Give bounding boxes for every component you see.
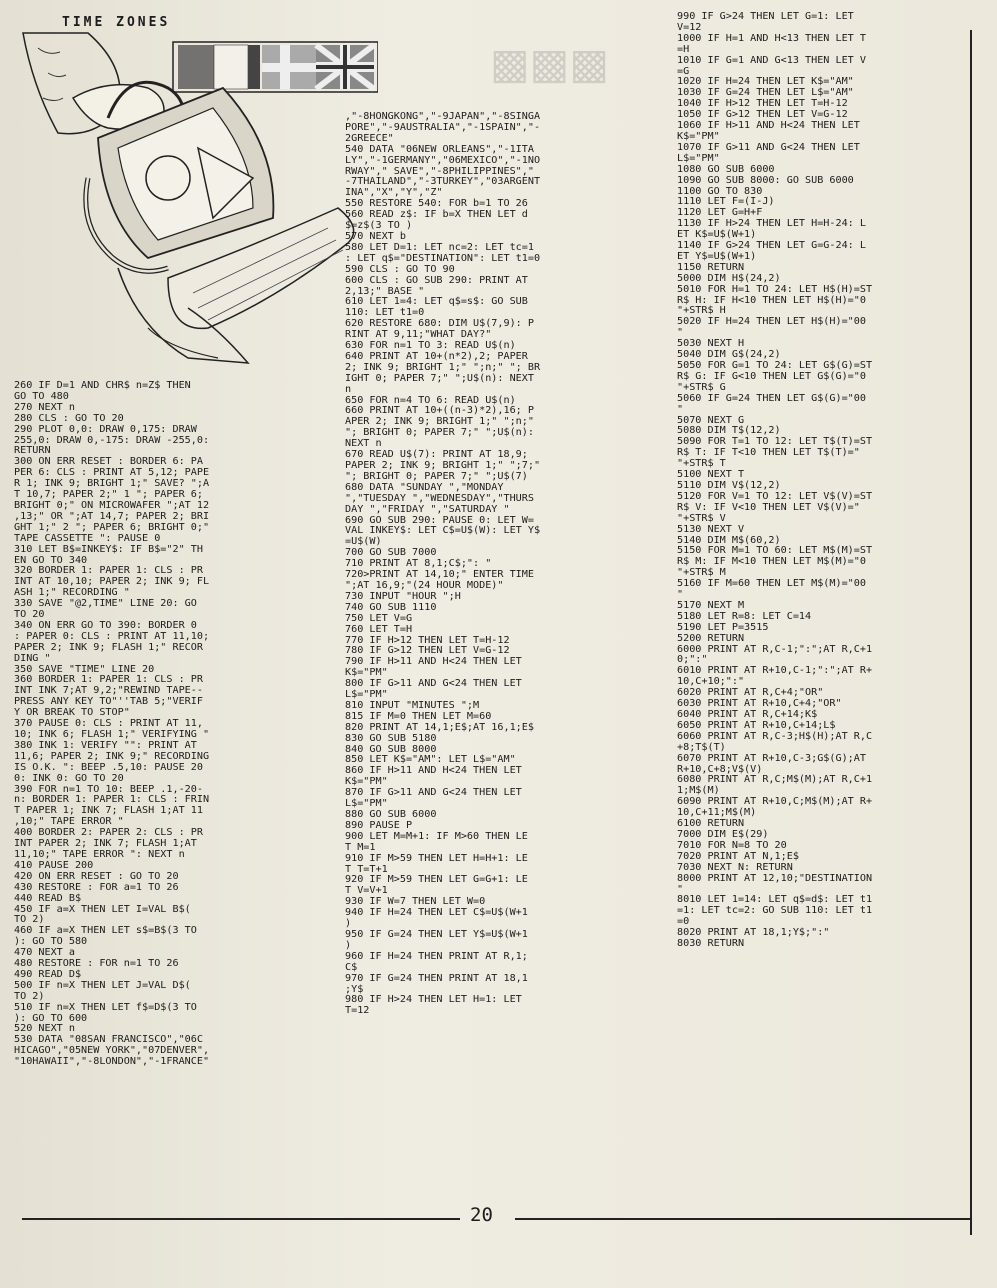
code-line: 1030 IF G=24 THEN LET L$="AM" <box>677 87 854 99</box>
code-line: 5170 NEXT M <box>677 599 745 611</box>
code-line: "+STR$ T <box>677 458 726 470</box>
right-border-rule <box>970 30 972 1235</box>
code-line: 410 PAUSE 200 <box>14 859 94 871</box>
code-line: TAPE CASSETTE ": PAUSE 0 <box>14 532 161 544</box>
code-line: 720>PRINT AT 14,10;" ENTER TIME <box>345 569 534 581</box>
code-line: 6060 PRINT AT R,C-3;H$(H);AT R,C <box>677 730 873 742</box>
code-line: 940 IF H=24 THEN LET C$=U$(W+1 <box>345 907 528 919</box>
code-line: 1140 IF G>24 THEN LET G=G-24: L <box>677 240 866 252</box>
code-line: 550 RESTORE 540: FOR b=1 TO 26 <box>345 198 528 210</box>
code-line: IS O.K. ": BEEP .5,10: PAUSE 20 <box>14 761 203 773</box>
code-line: IGHT 0; PAPER 7;" ";U$(n): NEXT <box>345 372 534 384</box>
footer-rule-right <box>515 1218 972 1220</box>
code-line: "+STR$ H <box>677 305 726 317</box>
code-line: R$ T: IF T<10 THEN LET T$(T)=" <box>677 447 860 459</box>
code-line: 440 READ B$ <box>14 892 82 904</box>
code-line: 900 LET M=M+1: IF M>60 THEN LE <box>345 830 528 842</box>
code-line: ) <box>345 939 352 951</box>
code-line: 340 ON ERR GO TO 390: BORDER 0 <box>14 619 197 631</box>
code-line: BRIGHT 0;" ON MICROWAFER ";AT 12 <box>14 499 210 511</box>
code-line: 5180 LET R=8: LET C=14 <box>677 610 812 622</box>
code-line: 1050 IF G>12 THEN LET V=G-12 <box>677 109 848 121</box>
code-line: K$="PM" <box>677 130 720 142</box>
code-line: T=12 <box>345 1005 370 1017</box>
code-line: 7030 NEXT N: RETURN <box>677 861 793 873</box>
code-line: 430 RESTORE : FOR a=1 TO 26 <box>14 881 179 893</box>
code-line: 800 IF G>11 AND G<24 THEN LET <box>345 678 522 690</box>
bleed-through-ghost <box>370 28 670 118</box>
page-heading: TIME ZONES <box>62 15 171 30</box>
code-line: " <box>677 327 684 339</box>
code-line: ,"-8HONGKONG","-9JAPAN","-8SINGA <box>345 111 541 122</box>
code-line: 810 INPUT "MINUTES ";M <box>345 699 480 711</box>
code-line: : LET q$="DESTINATION": LET t1=0 <box>345 252 541 264</box>
code-line: 1040 IF H>12 THEN LET T=H-12 <box>677 98 848 110</box>
code-line: 930 IF W=7 THEN LET W=0 <box>345 896 486 908</box>
code-line: 11,6; PAPER 2; INK 9;" RECORDING <box>14 750 210 762</box>
code-line: ,13;" OR ";AT 14,7; PAPER 2; BRI <box>14 510 210 522</box>
code-line: " <box>677 403 684 415</box>
code-line: T V=V+1 <box>345 885 388 897</box>
code-line: VAL INKEY$: LET C$=U$(W): LET Y$ <box>345 525 541 537</box>
code-line: 6090 PRINT AT R+10,C;M$(M);AT R+ <box>677 796 873 808</box>
code-line: 1060 IF H>11 AND H<24 THEN LET <box>677 120 860 132</box>
code-line: 5130 NEXT V <box>677 523 745 535</box>
code-line: 5140 DIM M$(60,2) <box>677 534 781 546</box>
code-line: R$ G: IF G<10 THEN LET G$(G)="0 <box>677 370 866 382</box>
code-line: GHT 1;" 2 "; PAPER 6; BRIGHT 0;" <box>14 521 210 533</box>
code-line: 540 DATA "06NEW ORLEANS","-1ITA <box>345 143 534 155</box>
code-line: 320 BORDER 1: PAPER 1: CLS : PR <box>14 565 203 577</box>
code-line: 630 FOR n=1 TO 3: READ U$(n) <box>345 340 516 352</box>
code-line: L$="PM" <box>345 798 388 810</box>
code-line: ET K$=U$(W+1) <box>677 229 757 241</box>
code-line: 650 FOR n=4 TO 6: READ U$(n) <box>345 394 516 406</box>
code-line: 610 LET 1=4: LET q$=s$: GO SUB <box>345 296 528 308</box>
code-line: R 1; INK 9; BRIGHT 1;" SAVE? ";A <box>14 478 210 490</box>
code-line: 8030 RETURN <box>677 938 745 950</box>
code-line: 760 LET T=H <box>345 623 413 635</box>
code-line: TO 2) <box>14 914 45 926</box>
code-line: 970 IF G=24 THEN PRINT AT 18,1 <box>345 972 528 984</box>
listing-column-2 <box>345 112 675 1017</box>
code-line: HICAGO","05NEW YORK","07DENVER", <box>14 1045 210 1057</box>
code-line: 5020 IF H=24 THEN LET H$(H)="00 <box>677 316 866 328</box>
code-line: 460 IF a=X THEN LET s$=B$(3 TO <box>14 925 197 937</box>
code-line: 5150 FOR M=1 TO 60: LET M$(M)=ST <box>677 545 873 557</box>
code-line: 520 NEXT n <box>14 1023 75 1035</box>
code-line: 700 GO SUB 7000 <box>345 547 437 559</box>
code-line: RWAY"," SAVE","-8PHILIPPINES"," <box>345 165 534 177</box>
code-line: R+10,C+8;V$(V) <box>677 763 763 775</box>
code-line: =U$(W) <box>345 536 382 548</box>
code-line: 6050 PRINT AT R+10,C+14;L$ <box>677 719 836 731</box>
code-line: K$="PM" <box>345 667 388 679</box>
code-line: 850 LET K$="AM": LET L$="AM" <box>345 754 516 766</box>
listing-column-3 <box>677 12 977 950</box>
code-line: 290 PLOT 0,0: DRAW 0,175: DRAW <box>14 423 197 435</box>
code-line: 890 PAUSE P <box>345 819 413 831</box>
code-line: ,10;" TAPE ERROR " <box>14 816 124 828</box>
code-line: 770 IF H>12 THEN LET T=H-12 <box>345 634 510 646</box>
code-line: " <box>677 589 684 601</box>
code-line: GO TO 480 <box>14 390 69 402</box>
svg-text:▩▩▩: ▩▩▩ <box>490 39 610 88</box>
code-line: 0: INK 0: GO TO 20 <box>14 772 124 784</box>
code-line: L$="PM" <box>677 152 720 164</box>
code-line: PRESS ANY KEY TO"''TAB 5;"VERIF <box>14 696 203 708</box>
code-line: 390 FOR n=1 TO 10: BEEP .1,-20- <box>14 783 203 795</box>
code-line: V=12 <box>677 21 702 33</box>
code-line: ) <box>345 918 352 930</box>
code-line: 950 IF G=24 THEN LET Y$=U$(W+1 <box>345 928 528 940</box>
code-line: TO 2) <box>14 990 45 1002</box>
code-line: 5110 DIM V$(12,2) <box>677 479 781 491</box>
code-line: $=z$(3 TO ) <box>345 220 413 232</box>
code-line: 570 NEXT b <box>345 230 406 242</box>
code-line: 5060 IF G=24 THEN LET G$(G)="00 <box>677 392 866 404</box>
code-line: 1080 GO SUB 6000 <box>677 163 775 175</box>
code-line: "10HAWAII","-8LONDON","-1FRANCE" <box>14 1056 210 1068</box>
code-line: 1150 RETURN <box>677 261 745 273</box>
page-number: 20 <box>470 1204 493 1226</box>
code-line: 255,0: DRAW 0,-175: DRAW -255,0: <box>14 434 210 446</box>
code-line: 10; INK 6; FLASH 1;" VERIFYING " <box>14 729 210 740</box>
code-line: R$ H: IF H<10 THEN LET H$(H)="0 <box>677 294 866 306</box>
code-line: 330 SAVE "@2,TIME" LINE 20: GO <box>14 598 197 610</box>
code-line: 370 PAUSE 0: CLS : PRINT AT 11, <box>14 718 203 730</box>
code-line: =0 <box>677 916 690 928</box>
code-line: ): GO TO 600 <box>14 1012 88 1024</box>
code-line: "; BRIGHT 0; PAPER 7;" ";U$(n): <box>345 427 534 439</box>
code-line: =1: LET tc=2: GO SUB 110: LET t1 <box>677 905 873 917</box>
code-line: 500 IF n=X THEN LET J=VAL D$( <box>14 979 191 991</box>
code-line: +8;T$(T) <box>677 741 726 753</box>
code-line: "+STR$ G <box>677 381 726 393</box>
code-line: 270 NEXT n <box>14 401 75 413</box>
code-line: 470 NEXT a <box>14 947 75 959</box>
code-line: 5030 NEXT H <box>677 338 745 350</box>
code-line: 6070 PRINT AT R+10,C-3;G$(G);AT <box>677 752 866 764</box>
flags-strip <box>173 42 378 92</box>
code-line: 300 ON ERR RESET : BORDER 6: PA <box>14 456 203 468</box>
code-line: 8020 PRINT AT 18,1;Y$;":" <box>677 927 830 939</box>
code-line: " <box>677 883 684 895</box>
code-line: 5050 FOR G=1 TO 24: LET G$(G)=ST <box>677 360 873 371</box>
code-line: R$ M: IF M<10 THEN LET M$(M)="0 <box>677 556 866 568</box>
code-line: 6020 PRINT AT R,C+4;"OR" <box>677 687 824 699</box>
code-line: RINT AT 9,11;"WHAT DAY?" <box>345 329 492 341</box>
code-line: 2; INK 9; BRIGHT 1;" ";n;" "; BR <box>345 361 541 373</box>
code-line: ): GO TO 580 <box>14 936 88 948</box>
code-line: 5100 NEXT T <box>677 469 745 481</box>
code-line: 880 GO SUB 6000 <box>345 809 437 820</box>
code-line: 920 IF M>59 THEN LET G=G+1: LE <box>345 874 528 886</box>
code-line: 790 IF H>11 AND H<24 THEN LET <box>345 656 522 668</box>
code-line: L$="PM" <box>345 689 388 701</box>
code-line: ";AT 16,9;"(24 HOUR MODE)" <box>345 579 504 591</box>
code-line: 400 BORDER 2: PAPER 2: CLS : PR <box>14 827 203 839</box>
code-line: 380 INK 1: VERIFY "": PRINT AT <box>14 739 197 751</box>
code-line: EN GO TO 340 <box>14 554 88 566</box>
code-line: 5080 DIM T$(12,2) <box>677 425 781 437</box>
code-line: Y OR BREAK TO STOP" <box>14 707 130 719</box>
code-line: 510 IF n=X THEN LET f$=D$(3 TO <box>14 1001 197 1013</box>
code-line: 7000 DIM E$(29) <box>677 828 769 840</box>
code-line: 860 IF H>11 AND H<24 THEN LET <box>345 765 522 777</box>
code-line: 2GREECE" <box>345 132 394 144</box>
code-line: 1010 IF G=1 AND G<13 THEN LET V <box>677 54 866 66</box>
code-line: T PAPER 1; INK 7; FLASH 1;AT 11 <box>14 805 203 817</box>
code-line: "; BRIGHT 0; PAPER 7;" ";U$(7) <box>345 470 528 482</box>
code-line: DAY ","FRIDAY ","SATURDAY " <box>345 503 510 515</box>
code-line: INT AT 10,10; PAPER 2; INK 9; FL <box>14 576 210 588</box>
code-line: 5090 FOR T=1 TO 12: LET T$(T)=ST <box>677 436 873 448</box>
code-line: 5070 NEXT G <box>677 414 745 426</box>
code-line: 660 PRINT AT 10+((n-3)*2),16; P <box>345 405 534 417</box>
listing-column-1 <box>14 381 342 1068</box>
code-line: =H <box>677 43 690 55</box>
code-line: 580 LET D=1: LET nc=2: LET tc=1 <box>345 241 534 253</box>
code-line: 490 READ D$ <box>14 968 82 980</box>
code-line: 680 DATA "SUNDAY ","MONDAY <box>345 481 504 493</box>
code-line: 815 IF M=0 THEN LET M=60 <box>345 710 492 722</box>
code-line: 5200 RETURN <box>677 632 745 644</box>
code-line: 590 CLS : GO TO 90 <box>345 263 455 275</box>
code-line: 960 IF H=24 THEN PRINT AT R,1; <box>345 950 528 962</box>
code-line: 420 ON ERR RESET : GO TO 20 <box>14 870 179 882</box>
code-line: 1000 IF H=1 AND H<13 THEN LET T <box>677 32 866 44</box>
code-line: DING " <box>14 652 51 664</box>
code-line: =G <box>677 65 690 77</box>
code-line: 7020 PRINT AT N,1;E$ <box>677 850 799 862</box>
code-line: ASH 1;" RECORDING " <box>14 587 130 599</box>
code-line: R$ V: IF V<10 THEN LET V$(V)=" <box>677 501 860 513</box>
code-line: 5000 DIM H$(24,2) <box>677 272 781 284</box>
code-line: 6000 PRINT AT R,C-1;":";AT R,C+1 <box>677 643 873 655</box>
code-line: TO 20 <box>14 609 45 621</box>
code-line: 710 PRINT AT 8,1;C$;": " <box>345 558 492 570</box>
code-line: 6010 PRINT AT R+10,C-1;":";AT R+ <box>677 665 873 677</box>
code-line: 5190 LET P=3515 <box>677 621 769 633</box>
code-line: ","TUESDAY ","WEDNESDAY","THURS <box>345 492 534 504</box>
code-line: 750 LET V=G <box>345 612 413 624</box>
code-line: 5010 FOR H=1 TO 24: LET H$(H)=ST <box>677 283 873 295</box>
code-line: 1090 GO SUB 8000: GO SUB 6000 <box>677 174 854 186</box>
code-line: 6080 PRINT AT R,C;M$(M);AT R,C+1 <box>677 774 873 786</box>
code-line: 310 LET B$=INKEY$: IF B$="2" TH <box>14 543 203 555</box>
code-line: "+STR$ M <box>677 567 726 579</box>
code-line: -7THAILAND","-3TURKEY","03ARGENT <box>345 176 541 188</box>
code-line: C$ <box>345 961 358 973</box>
code-line: 1130 IF H>24 THEN LET H=H-24: L <box>677 218 866 230</box>
code-line: n <box>345 383 352 395</box>
code-line: 8000 PRINT AT 12,10;"DESTINATION <box>677 872 873 884</box>
code-line: 480 RESTORE : FOR n=1 TO 26 <box>14 958 179 970</box>
code-line: 990 IF G>24 THEN LET G=1: LET <box>677 11 854 22</box>
code-line: PORE","-9AUSTRALIA","-1SPAIN","- <box>345 121 541 133</box>
code-line: 560 READ z$: IF b=X THEN LET d <box>345 209 528 221</box>
code-line: 910 IF M>59 THEN LET H=H+1: LE <box>345 852 528 864</box>
code-line: : PAPER 0: CLS : PRINT AT 11,10; <box>14 630 210 642</box>
code-line: 1110 LET F=(I-J) <box>677 196 775 208</box>
code-line: 5040 DIM G$(24,2) <box>677 349 781 361</box>
code-line: 840 GO SUB 8000 <box>345 743 437 755</box>
code-line: 1070 IF G>11 AND G<24 THEN LET <box>677 141 860 153</box>
code-line: 450 IF a=X THEN LET I=VAL B$( <box>14 903 191 915</box>
code-line: 7010 FOR N=8 TO 20 <box>677 839 787 851</box>
code-line: 360 BORDER 1: PAPER 1: CLS : PR <box>14 674 203 686</box>
code-line: 1120 LET G=H+F <box>677 207 763 219</box>
code-line: 980 IF H>24 THEN LET H=1: LET <box>345 994 522 1006</box>
code-line: T M=1 <box>345 841 376 853</box>
code-line: 780 IF G>12 THEN LET V=G-12 <box>345 645 510 657</box>
code-line: "+STR$ V <box>677 512 726 524</box>
code-line: PAPER 2; INK 9; FLASH 1;" RECOR <box>14 641 203 653</box>
code-line: 110: LET t1=0 <box>345 307 425 319</box>
code-line: 730 INPUT "HOUR ";H <box>345 590 461 602</box>
code-line: 5160 IF M=60 THEN LET M$(M)="00 <box>677 578 866 590</box>
code-line: 280 CLS : GO TO 20 <box>14 412 124 424</box>
code-line: ;Y$ <box>345 983 364 995</box>
code-line: 6100 RETURN <box>677 818 745 830</box>
code-line: 600 CLS : GO SUB 290: PRINT AT <box>345 274 528 286</box>
footer-rule-left <box>22 1218 460 1220</box>
code-line: 740 GO SUB 1110 <box>345 601 437 613</box>
code-line: 870 IF G>11 AND G<24 THEN LET <box>345 787 522 799</box>
code-line: INA","X","Y","Z" <box>345 187 443 199</box>
code-line: 1020 IF H=24 THEN LET K$="AM" <box>677 76 854 88</box>
code-line: 5120 FOR V=1 TO 12: LET V$(V)=ST <box>677 490 873 502</box>
code-line: LY","-1GERMANY","06MEXICO","-1NO <box>345 154 541 166</box>
code-line: 10,C+11;M$(M) <box>677 807 757 819</box>
code-line: n: BORDER 1: PAPER 1: CLS : FRIN <box>14 794 210 806</box>
code-line: 6030 PRINT AT R+10,C+4;"OR" <box>677 698 842 710</box>
code-line: PER 6: CLS : PRINT AT 5,12; PAPE <box>14 467 210 479</box>
code-line: T T=T+1 <box>345 863 388 875</box>
code-line: 1;M$(M) <box>677 785 720 797</box>
code-line: 820 PRINT AT 14,1;E$;AT 16,1;E$ <box>345 721 534 733</box>
code-line: INT INK 7;AT 9,2;"REWIND TAPE-- <box>14 685 203 697</box>
code-line: INT PAPER 2; INK 7; FLASH 1;AT <box>14 838 197 850</box>
code-line: 6040 PRINT AT R,C+14;K$ <box>677 709 818 720</box>
code-line: 0;":" <box>677 654 708 666</box>
code-line: 10,C+10;":" <box>677 676 745 688</box>
code-line: 350 SAVE "TIME" LINE 20 <box>14 663 155 675</box>
code-line: RETURN <box>14 445 51 457</box>
code-line: 690 GO SUB 290: PAUSE 0: LET W= <box>345 514 534 526</box>
code-line: 2,13;" BASE " <box>345 285 425 297</box>
code-line: 670 READ U$(7): PRINT AT 18,9; <box>345 449 528 461</box>
code-line: 620 RESTORE 680: DIM U$(7,9): P <box>345 318 534 330</box>
code-line: K$="PM" <box>345 776 388 788</box>
code-line: APER 2; INK 9; BRIGHT 1;" ";n;" <box>345 416 534 428</box>
code-line: 530 DATA "08SAN FRANCISCO","06C <box>14 1034 203 1046</box>
code-line: T 10,7; PAPER 2;" 1 "; PAPER 6; <box>14 489 203 501</box>
code-line: ET Y$=U$(W+1) <box>677 250 757 262</box>
code-line: 830 GO SUB 5180 <box>345 732 437 744</box>
code-line: 640 PRINT AT 10+(n*2),2; PAPER <box>345 350 528 362</box>
time-zones-illustration <box>18 28 378 373</box>
code-line: 8010 LET 1=14: LET q$=d$: LET t1 <box>677 894 873 906</box>
code-line: 1100 GO TO 830 <box>677 185 763 197</box>
code-line: PAPER 2; INK 9; BRIGHT 1;" ";7;" <box>345 460 541 471</box>
code-line: 260 IF D=1 AND CHR$ n=Z$ THEN <box>14 380 191 391</box>
code-line: NEXT n <box>345 438 382 450</box>
code-line: 11,10;" TAPE ERROR ": NEXT n <box>14 848 185 860</box>
